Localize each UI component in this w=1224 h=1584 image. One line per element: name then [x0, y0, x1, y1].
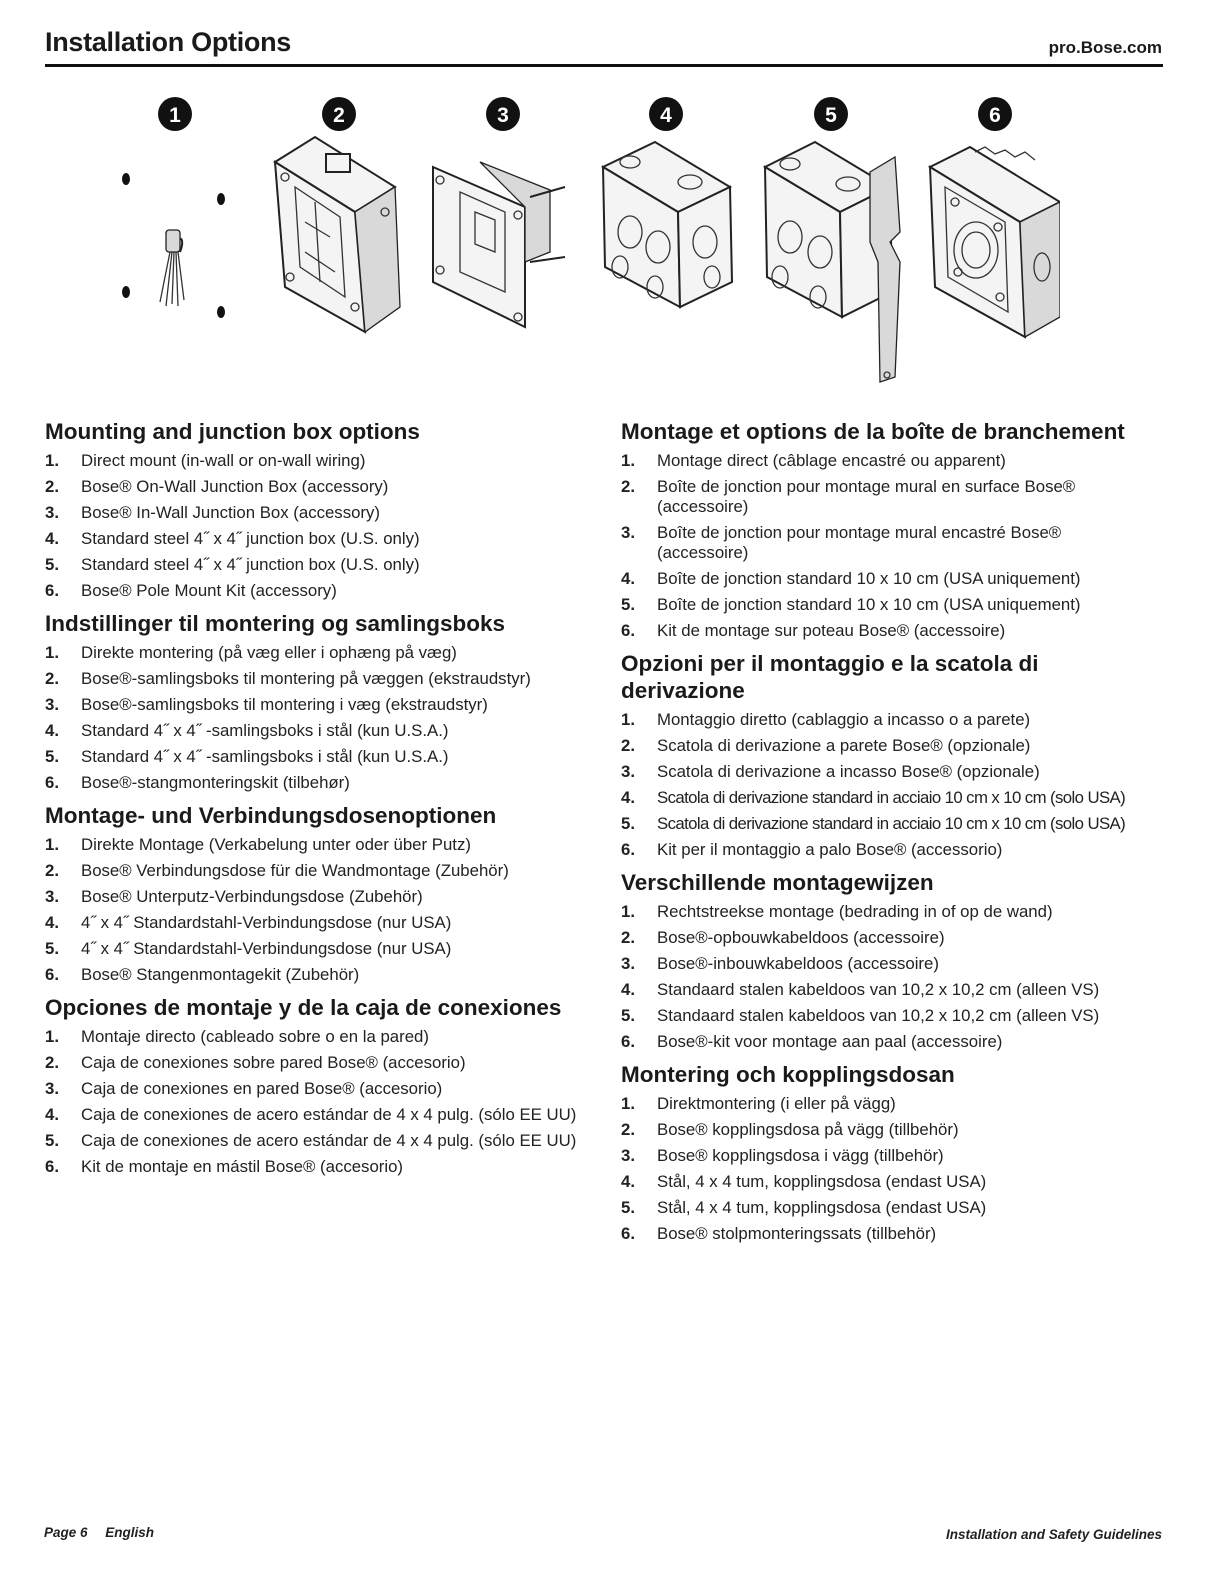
in-wall-junction-box-drawing: [433, 162, 565, 327]
item-text: Bose®-opbouwkabeldoos (accessoire): [657, 928, 945, 947]
list-item: [45, 451, 590, 471]
section-heading: Opciones de montaje y de la caja de conexiones: [45, 995, 562, 1020]
item-text: Standard 4˝ x 4˝ -samlingsboks i stål (kun U.S.A.): [81, 721, 449, 740]
page-language: English: [105, 1525, 155, 1540]
list-item: [621, 523, 1166, 563]
list-item: [45, 887, 590, 907]
section-swedish: [621, 1061, 1166, 1244]
list-item: [621, 814, 1166, 834]
list-item: [45, 1131, 590, 1151]
item-number: 2.: [45, 669, 59, 688]
item-text: Standard steel 4˝ x 4˝ junction box (U.S. only): [81, 555, 420, 574]
item-number: 1.: [621, 902, 635, 921]
item-number: 5.: [621, 1198, 635, 1217]
list-item: [621, 1224, 1166, 1244]
item-number: 5.: [45, 555, 59, 574]
item-number: 1.: [621, 710, 635, 729]
list-item: [621, 1146, 1166, 1166]
section-french: [621, 418, 1166, 641]
item-number: 5.: [621, 1006, 635, 1025]
item-text: 4˝ x 4˝ Standardstahl-Verbindungsdose (nur USA): [81, 939, 452, 958]
section-danish: [45, 610, 590, 793]
item-text: Caja de conexiones de acero estándar de 4 x 4 pulg. (sólo EE UU): [81, 1131, 577, 1150]
list-item: [45, 913, 590, 933]
item-text: Bose® Stangenmontagekit (Zubehör): [81, 965, 360, 984]
item-text: Caja de conexiones en pared Bose® (accesorio): [81, 1079, 443, 1098]
item-number: 5.: [621, 595, 635, 614]
item-text: Boîte de jonction standard 10 x 10 cm (USA uniquement): [657, 569, 1081, 588]
item-text: Bose® On-Wall Junction Box (accessory): [81, 477, 389, 496]
item-number: 2.: [621, 928, 635, 947]
item-number: 4.: [621, 1172, 635, 1191]
item-number: 3.: [621, 954, 635, 973]
item-text: Scatola di derivazione a parete Bose® (opzionale): [657, 736, 1031, 755]
footer-page-info: [44, 1525, 168, 1540]
item-text: Montaje directo (cableado sobre o en la pared): [81, 1027, 429, 1046]
item-number: 6.: [621, 1224, 635, 1243]
item-number: 4.: [621, 980, 635, 999]
item-number: 2.: [45, 861, 59, 880]
list-item: [45, 695, 590, 715]
item-number: 4.: [45, 1105, 59, 1124]
section-german: [45, 802, 590, 985]
item-text: Bose® Unterputz-Verbindungsdose (Zubehör): [81, 887, 423, 906]
item-number: 6.: [621, 621, 635, 640]
badge-6-label: 6: [989, 104, 1001, 127]
item-text: Scatola di derivazione a incasso Bose® (opzionale): [657, 762, 1040, 781]
item-number: 2.: [45, 1053, 59, 1072]
list-item: [621, 569, 1166, 589]
item-number: 2.: [621, 1120, 635, 1139]
item-text: Standaard stalen kabeldoos van 10,2 x 10,2 cm (alleen VS): [657, 1006, 1100, 1025]
item-text: Montage direct (câblage encastré ou apparent): [657, 451, 1006, 470]
item-text: Bose®-stangmonteringskit (tilbehør): [81, 773, 350, 792]
section-dutch: [621, 869, 1166, 1052]
item-text: Direktmontering (i eller på vägg): [657, 1094, 896, 1113]
list-item: [621, 621, 1166, 641]
item-text: Bose®-inbouwkabeldoos (accessoire): [657, 954, 939, 973]
item-number: 4.: [621, 569, 635, 588]
item-text: Rechtstreekse montage (bedrading in of op de wand): [657, 902, 1053, 921]
list-item: [621, 451, 1166, 471]
item-text: Caja de conexiones sobre pared Bose® (accesorio): [81, 1053, 466, 1072]
item-number: 2.: [621, 736, 635, 755]
item-text: Bose® In-Wall Junction Box (accessory): [81, 503, 380, 522]
item-number: 5.: [45, 747, 59, 766]
list-item: [45, 1027, 590, 1047]
item-text: Scatola di derivazione standard in acciaio 10 cm x 10 cm (solo USA): [657, 814, 1126, 833]
section-heading: Verschillende montagewijzen: [621, 870, 934, 895]
section-heading: Opzioni per il montaggio e la scatola di derivazione: [621, 651, 1039, 703]
direct-mount-drawing: [122, 173, 225, 318]
list-item: [621, 1120, 1166, 1140]
item-text: Bose®-kit voor montage aan paal (accessoire): [657, 1032, 1003, 1051]
item-text: Stål, 4 x 4 tum, kopplingsdosa (endast USA): [657, 1198, 987, 1217]
item-number: 6.: [45, 773, 59, 792]
list-item: [621, 788, 1166, 808]
mounting-options-illustration: [100, 92, 1060, 392]
section-spanish: [45, 994, 590, 1177]
item-text: Scatola di derivazione standard in acciaio 10 cm x 10 cm (solo USA): [657, 788, 1126, 807]
list-item: [45, 1079, 590, 1099]
item-number: 6.: [45, 1157, 59, 1176]
list-item: [45, 529, 590, 549]
section-heading: Mounting and junction box options: [45, 419, 420, 444]
item-number: 3.: [45, 503, 59, 522]
item-text: Standaard stalen kabeldoos van 10,2 x 10,2 cm (alleen VS): [657, 980, 1100, 999]
list-item: [45, 581, 590, 601]
item-number: 6.: [621, 1032, 635, 1051]
item-text: Bose® Pole Mount Kit (accessory): [81, 581, 337, 600]
badge-2: [322, 97, 356, 131]
item-number: 4.: [45, 913, 59, 932]
item-text: Kit de montage sur poteau Bose® (accessoire): [657, 621, 1006, 640]
item-text: Standard 4˝ x 4˝ -samlingsboks i stål (kun U.S.A.): [81, 747, 449, 766]
item-text: Direkte Montage (Verkabelung unter oder über Putz): [81, 835, 471, 854]
list-item: [621, 1094, 1166, 1114]
badge-2-label: 2: [333, 104, 345, 127]
item-number: 4.: [45, 529, 59, 548]
list-item: [621, 1006, 1166, 1026]
list-item: [45, 747, 590, 767]
item-number: 1.: [621, 1094, 635, 1113]
list-item: [45, 643, 590, 663]
list-item: [45, 503, 590, 523]
steel-junction-box-5-drawing: [765, 142, 900, 382]
list-item: [621, 954, 1166, 974]
pole-mount-kit-drawing: [930, 147, 1060, 337]
item-number: 1.: [45, 451, 59, 470]
header-divider: [45, 64, 1163, 67]
list-item: [621, 595, 1166, 615]
list-item: [621, 1198, 1166, 1218]
list-item: [45, 477, 590, 497]
badge-3-label: 3: [497, 104, 509, 127]
badge-1: [158, 97, 192, 131]
item-text: Boîte de jonction pour montage mural encastré Bose® (accessoire): [657, 523, 1062, 562]
list-item: [45, 721, 590, 741]
item-number: 5.: [45, 1131, 59, 1150]
list-item: [621, 477, 1166, 517]
item-number: 5.: [621, 814, 635, 833]
section-italian: [621, 650, 1166, 860]
badge-6: [978, 97, 1012, 131]
item-text: Kit de montaje en mástil Bose® (accesorio): [81, 1157, 404, 1176]
badge-3: [486, 97, 520, 131]
list-item: [45, 1053, 590, 1073]
item-text: Bose®-samlingsboks til montering på væggen (ekstraudstyr): [81, 669, 531, 688]
item-text: Kit per il montaggio a palo Bose® (accessorio): [657, 840, 1003, 859]
item-number: 3.: [45, 695, 59, 714]
list-item: [45, 1157, 590, 1177]
list-item: [45, 835, 590, 855]
item-text: Bose® Verbindungsdose für die Wandmontage (Zubehör): [81, 861, 509, 880]
item-number: 4.: [621, 788, 635, 807]
list-item: [45, 965, 590, 985]
item-number: 3.: [621, 523, 635, 542]
list-item: [621, 710, 1166, 730]
item-number: 6.: [45, 581, 59, 600]
list-item: [621, 762, 1166, 782]
steel-junction-box-4-drawing: [603, 142, 732, 307]
section-heading: Montage- und Verbindungsdosenoptionen: [45, 803, 497, 828]
item-number: 1.: [45, 1027, 59, 1046]
item-number: 6.: [621, 840, 635, 859]
item-number: 2.: [621, 477, 635, 496]
item-text: Bose® stolpmonteringssats (tillbehör): [657, 1224, 937, 1243]
page-title: Installation Options: [45, 27, 292, 57]
right-column: [621, 418, 1166, 1253]
item-text: Direct mount (in-wall or on-wall wiring): [81, 451, 366, 470]
section-heading: Montering och kopplingsdosan: [621, 1062, 955, 1087]
item-text: 4˝ x 4˝ Standardstahl-Verbindungsdose (nur USA): [81, 913, 452, 932]
list-item: [45, 861, 590, 881]
item-text: Bose® kopplingsdosa i vägg (tillbehör): [657, 1146, 944, 1165]
badge-5-label: 5: [825, 104, 837, 127]
item-number: 1.: [621, 451, 635, 470]
item-number: 3.: [621, 1146, 635, 1165]
list-item: [621, 736, 1166, 756]
item-number: 3.: [45, 887, 59, 906]
item-number: 1.: [45, 835, 59, 854]
item-text: Boîte de jonction pour montage mural en surface Bose® (accessoire): [657, 477, 1076, 516]
website-url: pro.Bose.com: [1048, 38, 1162, 57]
left-column: [45, 418, 590, 1186]
badge-1-label: 1: [169, 104, 181, 127]
item-number: 2.: [45, 477, 59, 496]
item-number: 3.: [621, 762, 635, 781]
list-item: [621, 902, 1166, 922]
footer-doc-title: Installation and Safety Guidelines: [945, 1527, 1162, 1542]
list-item: [621, 1172, 1166, 1192]
item-text: Caja de conexiones de acero estándar de 4 x 4 pulg. (sólo EE UU): [81, 1105, 577, 1124]
list-item: [621, 928, 1166, 948]
item-text: Stål, 4 x 4 tum, kopplingsdosa (endast USA): [657, 1172, 987, 1191]
item-text: Montaggio diretto (cablaggio a incasso o a parete): [657, 710, 1031, 729]
on-wall-junction-box-drawing: [275, 137, 400, 332]
section-heading: Indstillinger til montering og samlingsboks: [45, 611, 506, 636]
list-item: [621, 840, 1166, 860]
item-number: 1.: [45, 643, 59, 662]
list-item: [45, 669, 590, 689]
list-item: [45, 773, 590, 793]
list-item: [45, 1105, 590, 1125]
item-number: 5.: [45, 939, 59, 958]
item-text: Bose® kopplingsdosa på vägg (tillbehör): [657, 1120, 959, 1139]
item-number: 4.: [45, 721, 59, 740]
item-text: Boîte de jonction standard 10 x 10 cm (USA uniquement): [657, 595, 1081, 614]
item-text: Standard steel 4˝ x 4˝ junction box (U.S. only): [81, 529, 420, 548]
page-number: Page 6: [44, 1525, 88, 1540]
section-english: [45, 418, 590, 601]
badge-4-label: 4: [660, 104, 672, 127]
badge-5: [814, 97, 848, 131]
badge-4: [649, 97, 683, 131]
list-item: [45, 555, 590, 575]
list-item: [621, 980, 1166, 1000]
list-item: [621, 1032, 1166, 1052]
item-number: 3.: [45, 1079, 59, 1098]
list-item: [45, 939, 590, 959]
item-number: 6.: [45, 965, 59, 984]
item-text: Direkte montering (på væg eller i ophæng på væg): [81, 643, 457, 662]
section-heading: Montage et options de la boîte de branchement: [621, 419, 1125, 444]
item-text: Bose®-samlingsboks til montering i væg (ekstraudstyr): [81, 695, 488, 714]
